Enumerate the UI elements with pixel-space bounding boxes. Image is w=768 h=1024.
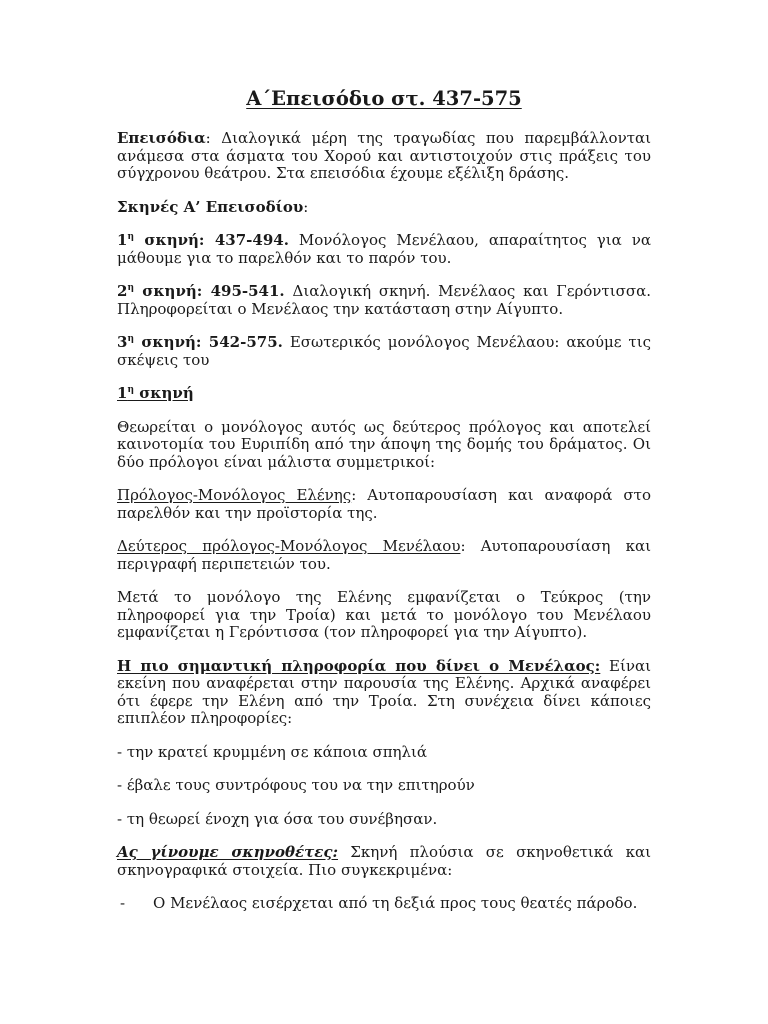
definition-term: Επεισόδια: [117, 129, 206, 147]
scene-number: 1: [117, 231, 128, 249]
director-paragraph: [117, 844, 651, 879]
scene-text: Μονόλογος Μενέλαου, απαραίτητος για να μάθουμε για το παρελθόν και το παρόν του.: [117, 231, 651, 267]
stage-item-1: [117, 895, 651, 913]
scene-item-2: [117, 283, 651, 318]
prologue-paragraph: Θεωρείται ο μονόλογος αυτός ως δεύτερος πρόλογος και αποτελεί καινοτομία του Ευριπίδη από την άποψη της δομής του δράματος. Οι δύο πρόλογοι είναι μάλιστα συμμετρικοί:: [117, 417, 651, 471]
info-item-1: - την κρατεί κρυμμένη σε κάποια σπηλιά: [117, 742, 428, 761]
definition-colon: :: [205, 129, 211, 147]
list-dash: -: [120, 894, 126, 912]
important-info-paragraph: [117, 658, 651, 728]
scene-ordinal: η: [127, 283, 134, 293]
scene-range: : 495-541.: [196, 282, 285, 300]
helen-prologue-paragraph: [117, 487, 651, 522]
scenes-heading-paragraph: [117, 199, 651, 217]
scene-range: : 542-575.: [195, 333, 283, 351]
helen-prologue-label: Πρόλογος-Μονόλογος Ελένης: [117, 486, 352, 504]
section-heading-scene-1: [117, 385, 651, 403]
scenes-heading: Σκηνές Α’ Επεισοδίου: [117, 197, 304, 216]
director-text: Σκηνή πλούσια σε σκηνοθετικά και σκηνογραφικά στοιχεία. Πιο συγκεκριμένα:: [117, 843, 651, 879]
scene-label: σκηνή: [133, 333, 196, 351]
helen-prologue-text: : Αυτοπαρουσίαση και αναφορά στο παρελθόν και την προϊστορία της.: [117, 486, 651, 522]
scene-label: σκηνή: [133, 282, 197, 300]
scene-ordinal: η: [127, 232, 134, 242]
scene-number: 2: [117, 282, 128, 300]
scene-text: Εσωτερικός μονόλογος Μενέλαου: ακούμε τις σκέψεις του: [117, 333, 651, 369]
menelaus-prologue-label: Δεύτερος πρόλογος-Μονόλογος Μενέλαου: [117, 537, 461, 555]
important-info-text: Είναι εκείνη που αναφέρεται στην παρουσία της Ελένης. Αρχικά αναφέρει ότι έφερε την Ελένη από την Τροία. Στη συνέχεια δίνει κάποιες επιπλέον πληροφορίες:: [117, 656, 652, 727]
scene-ordinal: η: [127, 334, 134, 344]
section-heading: [117, 384, 194, 402]
scene-range: : 437-494.: [198, 231, 289, 249]
teucer-paragraph: Μετά το μονόλογο της Ελένης εμφανίζεται ο Τεύκρος (την πληροφορεί για την Τροία) και μετά το μονόλογο του Μενέλαου εμφανίζεται η Γερόντισσα (τον πληροφορεί για την Αίγυπτο).: [117, 588, 651, 641]
info-item-3: - τη θεωρεί ένοχη για όσα του συνέβησαν.: [117, 809, 438, 828]
info-item-2: - έβαλε τους συντρόφους του να την επιτηρούν: [117, 776, 475, 794]
important-info-label: Η πιο σημαντική πληροφορία που δίνει ο Μενέλαος:: [117, 656, 601, 675]
director-label: Ας γίνουμε σκηνοθέτες:: [117, 843, 338, 861]
scenes-heading-colon: :: [303, 197, 309, 216]
menelaus-prologue-text: : Αυτοπαρουσίαση και περιγραφή περιπετειών του.: [117, 537, 651, 573]
scene-text: Διαλογική σκηνή. Μενέλαος και Γερόντισσα. Πληροφορείται ο Μενέλαος την κατάσταση στην Αίγυπτο.: [117, 282, 651, 318]
definition-text: Διαλογικά μέρη της τραγωδίας που παρεμβάλλονται ανάμεσα στα άσματα του Χορού και αντιστοιχούν στις πράξεις του σύγχρονου θεάτρου. Στα επεισόδια έχουμε εξέλιξη δράσης.: [117, 129, 651, 182]
definition-paragraph: [117, 130, 651, 183]
section-label: σκηνή: [133, 384, 194, 402]
stage-item-text: Ο Μενέλαος εισέρχεται από τη δεξιά προς τους θεατές πάροδο.: [153, 894, 638, 912]
scene-number: 3: [117, 333, 128, 351]
scene-item-1: [117, 232, 651, 267]
section-number: 1: [117, 384, 128, 402]
scene-item-3: [117, 334, 651, 369]
page-title: Α΄Επεισόδιο στ. 437-575: [246, 87, 522, 110]
section-ordinal: η: [127, 385, 134, 395]
menelaus-prologue-paragraph: [117, 538, 651, 573]
scene-label: σκηνή: [133, 231, 199, 249]
